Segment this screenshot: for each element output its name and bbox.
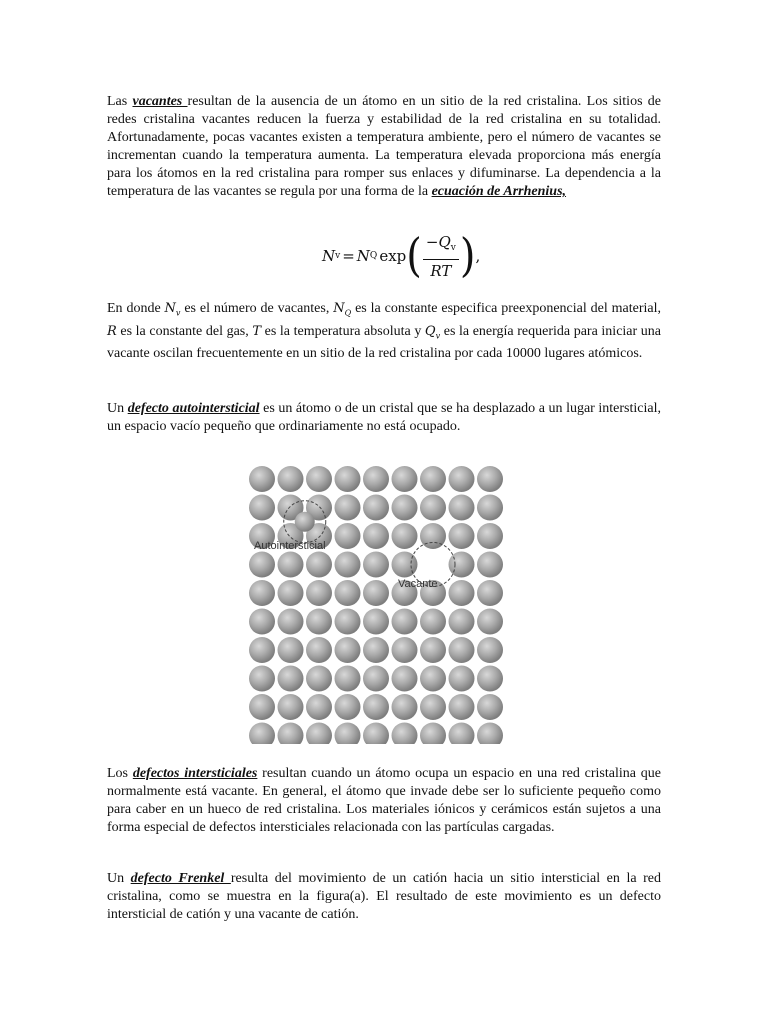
lattice-atom — [363, 694, 389, 720]
lattice-atom — [335, 666, 361, 692]
lattice-atom — [449, 580, 475, 606]
symbol-t: T — [252, 323, 262, 339]
eq-symbol: N — [356, 247, 370, 265]
text: resultan cuando un átomo ocupa un espacio en una red cristalina que normalmente está vacante. En general, el átomo que invade debe ser lo suficiente pequeño como para caber en un hueco de red cristalina. Los materiales iónicos y cerámicos están sujetos a una forma especial de defectos intersticiales relacionada con las partículas cargadas. — [107, 766, 661, 835]
lattice-atom — [449, 723, 475, 745]
lattice-atom — [306, 580, 332, 606]
text: Un — [107, 401, 128, 416]
lattice-atom — [449, 637, 475, 663]
eq-symbol: N — [322, 247, 336, 265]
lattice-atom — [335, 723, 361, 745]
lattice-atom — [477, 666, 503, 692]
text: es la constante del gas, — [116, 323, 253, 339]
lattice-atom — [449, 523, 475, 549]
lattice-atom — [249, 723, 275, 745]
lattice-atom — [363, 552, 389, 578]
lattice-atom — [249, 495, 275, 521]
lattice-atom — [363, 495, 389, 521]
lattice-atom — [392, 609, 418, 635]
eq-sub: v — [450, 242, 456, 253]
lattice-atom — [477, 609, 503, 635]
lattice-atom — [335, 552, 361, 578]
lattice-atom — [392, 466, 418, 492]
paren-right: ) — [459, 229, 476, 283]
lattice-atom — [477, 523, 503, 549]
lattice-atom — [335, 637, 361, 663]
paragraph-interstitial-defects — [107, 765, 661, 837]
lattice-atom — [278, 580, 304, 606]
sym-sub: v — [175, 308, 181, 318]
lattice-atom — [477, 723, 503, 745]
lattice-atom — [449, 694, 475, 720]
lattice-atom — [306, 466, 332, 492]
text: resultan de la ausencia de un átomo en un sitio de la red cristalina. Los sitios de redes cristalina vacantes reducen la fuerza y estabilidad de la red cristalina en su totalidad. Afortunadamente, pocas vacantes existen a temperatura ambiente, pero el número de vacantes se incrementan cuando la temperatura aumenta. La temperatura elevada proporciona más energía para los átomos en la red cristalina para romper sus enlaces y difuminarse. La dependencia a la temperatura de las vacantes se regula por una forma de la — [107, 94, 662, 199]
lattice-atom — [249, 666, 275, 692]
lattice-atom — [449, 666, 475, 692]
term-arrhenius: ecuación de Arrhenius, — [431, 184, 567, 199]
eq-fraction — [423, 233, 459, 280]
lattice-atom — [306, 552, 332, 578]
term-frenkel: defecto Frenkel — [130, 871, 231, 886]
lattice-atom — [278, 466, 304, 492]
lattice-atom — [249, 637, 275, 663]
paragraph-frenkel — [107, 870, 661, 924]
lattice-atom — [249, 609, 275, 635]
eq-symbol: RT — [430, 261, 452, 280]
lattice-atom — [363, 580, 389, 606]
lattice-atom — [477, 637, 503, 663]
lattice-atom — [278, 637, 304, 663]
paren-left: ( — [406, 229, 422, 283]
paragraph-definitions — [107, 300, 661, 363]
lattice-atom — [420, 666, 446, 692]
sym-sub: Q — [344, 308, 352, 318]
lattice-atom — [392, 495, 418, 521]
lattice-atom — [420, 523, 446, 549]
lattice-atom — [249, 694, 275, 720]
lattice-atom — [392, 552, 418, 578]
interstitial-atom — [295, 512, 315, 532]
lattice-atom — [392, 523, 418, 549]
lattice-atom — [335, 609, 361, 635]
lattice-atom — [420, 609, 446, 635]
text: Las — [107, 94, 133, 109]
text: resulta del movimiento de un catión hacia un sitio intersticial en la red cristalina, como se muestra en la figura(a). El resultado de este movimiento es un defecto intersticial de catión y una vacante de catión. — [107, 871, 661, 922]
lattice-atom — [420, 637, 446, 663]
lattice-atom — [477, 694, 503, 720]
eq-sign: = — [342, 247, 355, 265]
eq-sub: Q — [369, 251, 378, 261]
lattice-atom — [278, 552, 304, 578]
lattice-atom — [335, 694, 361, 720]
lattice-atom — [363, 666, 389, 692]
arrhenius-equation — [322, 229, 481, 283]
symbol-r: R — [107, 323, 117, 339]
symbol-nv — [165, 301, 181, 316]
lattice-atom — [249, 466, 275, 492]
lattice-atom — [278, 723, 304, 745]
eq-numerator — [423, 233, 459, 260]
lattice-atom — [392, 723, 418, 745]
sym: N — [333, 301, 345, 316]
lattice-atom — [477, 466, 503, 492]
lattice-atom — [420, 495, 446, 521]
lattice-atom — [363, 466, 389, 492]
lattice-atom — [335, 523, 361, 549]
lattice-atom — [449, 552, 475, 578]
lattice-atom — [306, 637, 332, 663]
lattice-defect-figure — [240, 462, 522, 744]
symbol-qv — [425, 324, 440, 339]
paragraph-vacancies — [107, 93, 661, 201]
lattice-atom — [392, 666, 418, 692]
lattice-atom — [477, 495, 503, 521]
text: Un — [107, 871, 131, 886]
lattice-atom — [306, 723, 332, 745]
sym-sub: v — [435, 331, 441, 341]
eq-symbol: −Q — [425, 232, 451, 251]
text: es el número de vacantes, — [180, 301, 334, 316]
lattice-atom — [335, 466, 361, 492]
lattice-atom — [249, 552, 275, 578]
lattice-atom — [420, 723, 446, 745]
lattice-atom — [392, 637, 418, 663]
label-vacante: Vacante — [398, 578, 438, 590]
term-autointersticial: defecto autointersticial — [127, 401, 260, 416]
text: es la temperatura absoluta y — [261, 323, 425, 339]
lattice-atom — [420, 466, 446, 492]
text: es un átomo o de un cristal que se ha desplazado a un lugar intersticial, un espacio vacío pequeño que ordinariamente no está ocupado. — [107, 401, 661, 434]
lattice-atom — [335, 580, 361, 606]
term-vacantes: vacantes — [132, 94, 188, 109]
lattice-atom — [306, 609, 332, 635]
lattice-atom — [278, 694, 304, 720]
symbol-nq — [333, 301, 351, 316]
term-defectos-intersticiales: defectos intersticiales — [132, 766, 258, 781]
lattice-atom — [363, 723, 389, 745]
lattice-atom — [335, 495, 361, 521]
sym: N — [164, 301, 176, 316]
text: es la energía requerida para iniciar una vacante oscilan frecuentemente en un sitio de la red cristalina por cada 10000 lugares atómicos. — [107, 323, 661, 362]
lattice-atom — [306, 666, 332, 692]
sym: Q — [424, 323, 436, 339]
label-autointersticial: Autointersticial — [254, 540, 326, 552]
lattice-atom — [420, 694, 446, 720]
lattice-atom — [306, 694, 332, 720]
text: Los — [107, 766, 133, 781]
lattice-atom — [363, 609, 389, 635]
paragraph-self-interstitial — [107, 400, 661, 436]
eq-func: exp — [379, 247, 407, 265]
eq-comma: , — [475, 247, 481, 265]
eq-sub: v — [335, 251, 341, 261]
lattice-atom — [449, 609, 475, 635]
lattice-atom — [278, 666, 304, 692]
lattice-atom — [449, 466, 475, 492]
lattice-atom — [477, 552, 503, 578]
lattice-atom — [363, 523, 389, 549]
lattice-atom — [363, 637, 389, 663]
text: En donde — [107, 301, 165, 316]
lattice-atom — [449, 495, 475, 521]
eq-denominator — [427, 260, 454, 280]
text: es la constante especifica preexponencial del material, — [351, 301, 661, 316]
lattice-atom — [477, 580, 503, 606]
lattice-atom — [249, 580, 275, 606]
lattice-atom — [278, 609, 304, 635]
lattice-atom — [392, 694, 418, 720]
